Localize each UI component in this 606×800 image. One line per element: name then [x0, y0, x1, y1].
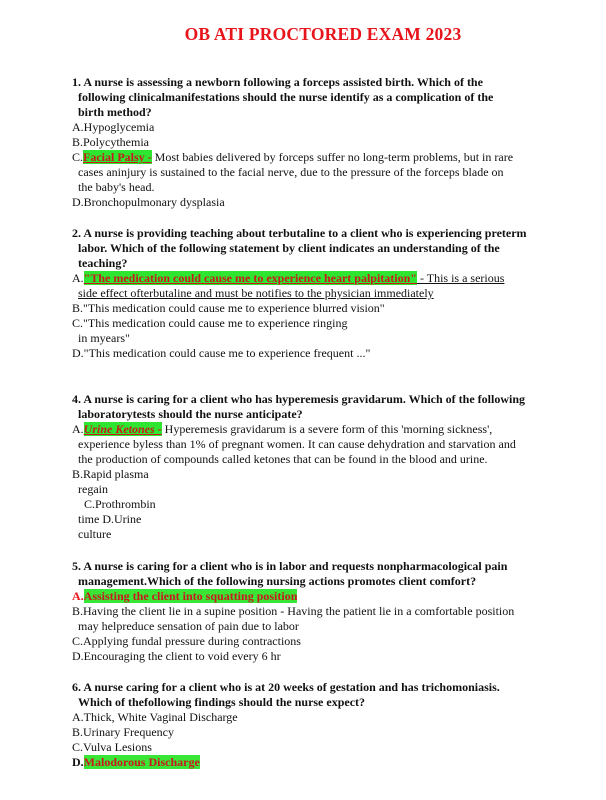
option-b: B.Having the client lie in a supine position - Having the patient lie in a comfortable position	[72, 604, 515, 618]
stem-line: management.Which of the following nursing actions promotes client comfort?	[78, 574, 477, 588]
correct-answer-highlight: Facial Palsy -	[83, 150, 152, 164]
correct-answer-highlight: "The medication could cause me to experience heart palpitation"	[83, 271, 417, 285]
option-c: C.Applying fundal pressure during contractions	[72, 634, 301, 648]
question-4-stem	[72, 392, 542, 422]
option-prefix: A.	[72, 589, 84, 603]
option-d-cont: culture	[78, 527, 112, 541]
option-b: B.Polycythemia	[72, 135, 149, 149]
rationale-text: - This is a serious	[416, 271, 505, 285]
rationale-text: Hyperemesis gravidarum is a severe form of this 'morning sickness',	[161, 422, 493, 436]
option-c: C.Vulva Lesions	[72, 740, 152, 754]
option-prefix: A.	[72, 271, 84, 285]
question-2-stem	[72, 226, 542, 271]
stem-line: 4. A nurse is caring for a client who has hyperemesis gravidarum. Which of the following	[72, 392, 526, 406]
stem-line: 5. A nurse is caring for a client who is in labor and requests nonpharmacological pain	[72, 559, 508, 573]
option-c-cont: time D.Urine	[78, 512, 142, 526]
option-a	[72, 422, 542, 437]
option-c: C.Prothrombin	[84, 497, 156, 511]
option-d: D.Bronchopulmonary dysplasia	[72, 195, 225, 209]
correct-answer-highlight: Urine Ketones -	[83, 422, 162, 436]
option-c-cont: in myears"	[78, 331, 130, 345]
option-a: A.Hypoglycemia	[72, 120, 155, 134]
page-title: OB ATI PROCTORED EXAM 2023	[184, 24, 462, 44]
option-a	[72, 589, 542, 604]
option-prefix: D.	[72, 755, 84, 769]
rationale-line: side effect ofterbutaline and must be notifies to the physician immediately	[78, 286, 434, 300]
rationale-line: experience byless than 1% of pregnant women. It can cause dehydration and starvation and	[78, 437, 516, 451]
rationale-line: may helpreduce sensation of pain due to labor	[78, 619, 299, 633]
question-6	[72, 680, 542, 770]
option-a	[72, 271, 542, 286]
stem-line: following clinicalmanifestations should the nurse identify as a complication of the	[78, 90, 494, 104]
option-b: B."This medication could cause me to experience blurred vision"	[72, 301, 385, 315]
option-d: D."This medication could cause me to experience frequent ..."	[72, 346, 371, 360]
rationale-line: cases aninjury is sustained to the facial nerve, due to the pressure of the forceps blade on	[78, 165, 504, 179]
option-prefix: C.	[72, 150, 84, 164]
question-6-stem	[72, 680, 542, 710]
option-b: B.Rapid plasma	[72, 467, 149, 481]
rationale-line: the baby's head.	[78, 180, 155, 194]
question-5-stem	[72, 559, 542, 589]
rationale-line: the production of compounds called ketones that can be found in the blood and urine.	[78, 452, 488, 466]
option-c	[72, 150, 542, 165]
option-c: C."This medication could cause me to experience ringing	[72, 316, 348, 330]
option-d: D.Encouraging the client to void every 6 hr	[72, 649, 281, 663]
option-prefix: A.	[72, 422, 84, 436]
stem-line: laboratorytests should the nurse anticipate?	[78, 407, 303, 421]
rationale-text: Most babies delivered by forceps suffer no long-term problems, but in rare	[151, 150, 514, 164]
correct-answer-highlight: Malodorous Discharge	[83, 755, 200, 769]
stem-line: labor. Which of the following statement by client indicates an understanding of the	[78, 241, 500, 255]
question-2	[72, 226, 542, 361]
stem-line: 6. A nurse caring for a client who is at 20 weeks of gestation and has trichomoniasis.	[72, 680, 500, 694]
stem-line: birth method?	[78, 105, 152, 119]
correct-answer-highlight: Assisting the client into squatting position	[83, 589, 298, 603]
question-5	[72, 559, 542, 664]
question-1	[72, 75, 542, 210]
stem-line: 1. A nurse is assessing a newborn following a forceps assisted birth. Which of the	[72, 75, 483, 89]
stem-line: teaching?	[78, 256, 128, 270]
question-4	[72, 392, 542, 542]
question-1-stem	[72, 75, 542, 120]
option-d	[72, 755, 542, 770]
option-b: B.Urinary Frequency	[72, 725, 174, 739]
option-b-cont: regain	[78, 482, 108, 496]
stem-line: 2. A nurse is providing teaching about terbutaline to a client who is experiencing preterm	[72, 226, 527, 240]
option-a: A.Thick, White Vaginal Discharge	[72, 710, 238, 724]
stem-line: Which of thefollowing findings should the nurse expect?	[78, 695, 366, 709]
